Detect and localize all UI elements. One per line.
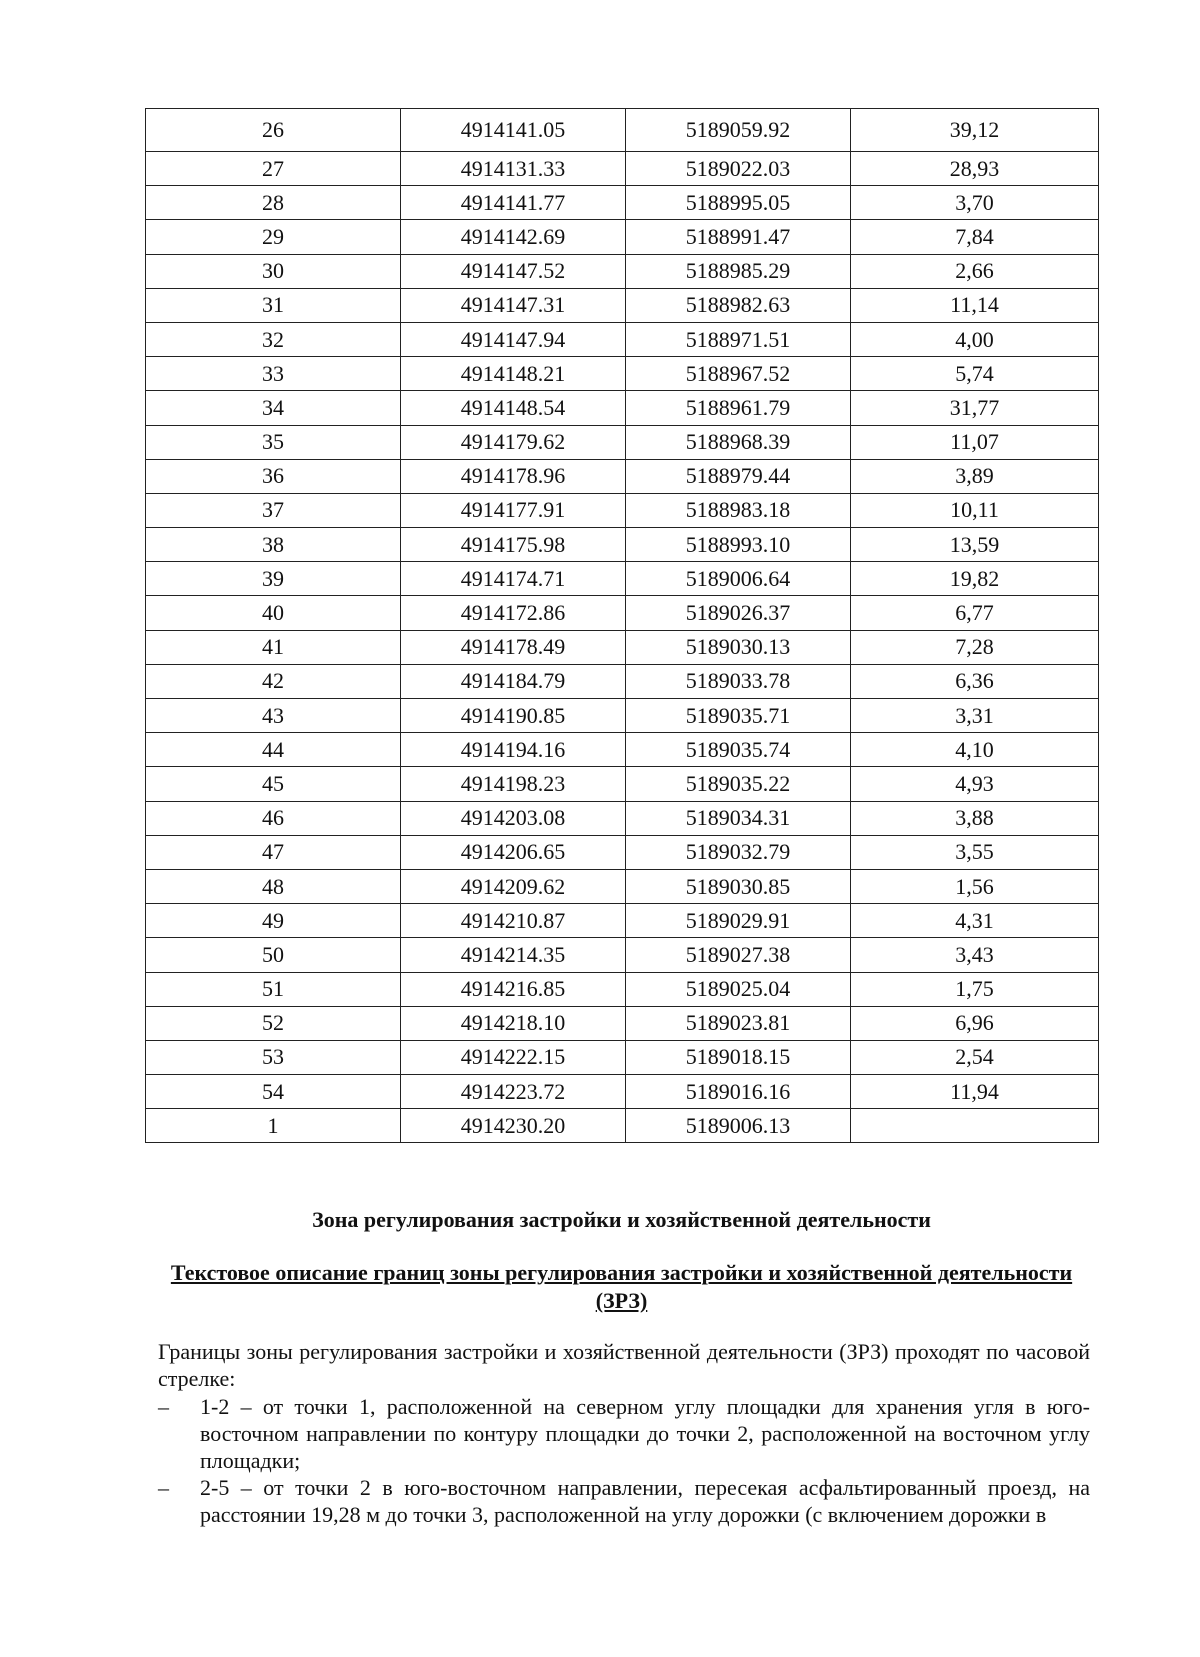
point-number-cell: 30 <box>146 254 401 288</box>
y-coordinate-cell: 5188985.29 <box>626 254 851 288</box>
distance-cell: 7,28 <box>851 630 1099 664</box>
y-coordinate-cell: 5188968.39 <box>626 425 851 459</box>
table-row <box>146 767 1099 801</box>
y-coordinate-cell: 5189027.38 <box>626 938 851 972</box>
table-row <box>146 562 1099 596</box>
coordinates-table <box>145 108 1099 1143</box>
table-row <box>146 630 1099 664</box>
distance-cell: 28,93 <box>851 152 1099 186</box>
table-row <box>146 1075 1099 1109</box>
x-coordinate-cell: 4914178.49 <box>401 630 626 664</box>
y-coordinate-cell: 5188991.47 <box>626 220 851 254</box>
x-coordinate-cell: 4914184.79 <box>401 664 626 698</box>
y-coordinate-cell: 5188961.79 <box>626 391 851 425</box>
list-marker: – <box>158 1394 169 1419</box>
y-coordinate-cell: 5188967.52 <box>626 357 851 391</box>
distance-cell: 3,55 <box>851 835 1099 869</box>
distance-cell: 4,00 <box>851 322 1099 356</box>
point-number-cell: 45 <box>146 767 401 801</box>
table-row <box>146 220 1099 254</box>
y-coordinate-cell: 5189025.04 <box>626 972 851 1006</box>
coordinates-table-body <box>146 109 1099 1143</box>
y-coordinate-cell: 5189023.81 <box>626 1006 851 1040</box>
point-number-cell: 26 <box>146 109 401 152</box>
list-item <box>158 1474 1090 1528</box>
distance-cell: 2,66 <box>851 254 1099 288</box>
y-coordinate-cell: 5189006.13 <box>626 1109 851 1143</box>
distance-cell: 6,77 <box>851 596 1099 630</box>
point-number-cell: 49 <box>146 904 401 938</box>
point-number-cell: 50 <box>146 938 401 972</box>
distance-cell: 4,10 <box>851 733 1099 767</box>
distance-cell: 7,84 <box>851 220 1099 254</box>
point-number-cell: 43 <box>146 699 401 733</box>
distance-cell: 6,36 <box>851 664 1099 698</box>
x-coordinate-cell: 4914172.86 <box>401 596 626 630</box>
x-coordinate-cell: 4914141.05 <box>401 109 626 152</box>
point-number-cell: 29 <box>146 220 401 254</box>
distance-cell: 2,54 <box>851 1040 1099 1074</box>
y-coordinate-cell: 5189059.92 <box>626 109 851 152</box>
x-coordinate-cell: 4914190.85 <box>401 699 626 733</box>
table-row <box>146 152 1099 186</box>
y-coordinate-cell: 5189022.03 <box>626 152 851 186</box>
table-row <box>146 801 1099 835</box>
distance-cell: 4,93 <box>851 767 1099 801</box>
distance-cell: 4,31 <box>851 904 1099 938</box>
x-coordinate-cell: 4914178.96 <box>401 459 626 493</box>
distance-cell: 10,11 <box>851 493 1099 527</box>
y-coordinate-cell: 5188993.10 <box>626 528 851 562</box>
point-number-cell: 53 <box>146 1040 401 1074</box>
distance-cell: 39,12 <box>851 109 1099 152</box>
point-number-cell: 46 <box>146 801 401 835</box>
point-number-cell: 47 <box>146 835 401 869</box>
x-coordinate-cell: 4914230.20 <box>401 1109 626 1143</box>
table-row <box>146 1006 1099 1040</box>
distance-cell: 1,56 <box>851 869 1099 903</box>
table-row <box>146 254 1099 288</box>
distance-cell: 5,74 <box>851 357 1099 391</box>
x-coordinate-cell: 4914147.94 <box>401 322 626 356</box>
x-coordinate-cell: 4914177.91 <box>401 493 626 527</box>
x-coordinate-cell: 4914179.62 <box>401 425 626 459</box>
point-number-cell: 37 <box>146 493 401 527</box>
table-row <box>146 288 1099 322</box>
x-coordinate-cell: 4914194.16 <box>401 733 626 767</box>
y-coordinate-cell: 5189018.15 <box>626 1040 851 1074</box>
x-coordinate-cell: 4914209.62 <box>401 869 626 903</box>
table-row <box>146 357 1099 391</box>
point-number-cell: 40 <box>146 596 401 630</box>
point-number-cell: 39 <box>146 562 401 596</box>
distance-cell: 6,96 <box>851 1006 1099 1040</box>
distance-cell: 1,75 <box>851 972 1099 1006</box>
point-number-cell: 31 <box>146 288 401 322</box>
y-coordinate-cell: 5189006.64 <box>626 562 851 596</box>
point-number-cell: 42 <box>146 664 401 698</box>
x-coordinate-cell: 4914222.15 <box>401 1040 626 1074</box>
x-coordinate-cell: 4914198.23 <box>401 767 626 801</box>
x-coordinate-cell: 4914223.72 <box>401 1075 626 1109</box>
distance-cell: 19,82 <box>851 562 1099 596</box>
x-coordinate-cell: 4914147.52 <box>401 254 626 288</box>
description-title <box>145 1259 1098 1315</box>
boundary-list <box>158 1393 1090 1528</box>
table-row <box>146 493 1099 527</box>
intro-paragraph: Границы зоны регулирования застройки и хозяйственной деятельности (ЗРЗ) проходят по часовой стрелке: <box>158 1339 1090 1391</box>
y-coordinate-cell: 5188971.51 <box>626 322 851 356</box>
table-row <box>146 664 1099 698</box>
point-number-cell: 38 <box>146 528 401 562</box>
distance-cell: 11,94 <box>851 1075 1099 1109</box>
point-number-cell: 36 <box>146 459 401 493</box>
distance-cell: 31,77 <box>851 391 1099 425</box>
y-coordinate-cell: 5188995.05 <box>626 186 851 220</box>
x-coordinate-cell: 4914131.33 <box>401 152 626 186</box>
point-number-cell: 44 <box>146 733 401 767</box>
point-number-cell: 28 <box>146 186 401 220</box>
distance-cell: 3,88 <box>851 801 1099 835</box>
x-coordinate-cell: 4914141.77 <box>401 186 626 220</box>
y-coordinate-cell: 5189026.37 <box>626 596 851 630</box>
table-row <box>146 425 1099 459</box>
list-item-text: 1-2 – от точки 1, расположенной на северном углу площадки для хранения угля в юго-восточном направлении по контуру площадки до точки 2, расположенной на восточном углу площадки; <box>200 1394 1090 1473</box>
table-row <box>146 459 1099 493</box>
table-row <box>146 391 1099 425</box>
y-coordinate-cell: 5188982.63 <box>626 288 851 322</box>
point-number-cell: 41 <box>146 630 401 664</box>
y-coordinate-cell: 5189032.79 <box>626 835 851 869</box>
y-coordinate-cell: 5188983.18 <box>626 493 851 527</box>
x-coordinate-cell: 4914148.54 <box>401 391 626 425</box>
distance-cell: 13,59 <box>851 528 1099 562</box>
list-item <box>158 1393 1090 1474</box>
y-coordinate-cell: 5189030.85 <box>626 869 851 903</box>
distance-cell: 11,14 <box>851 288 1099 322</box>
table-row <box>146 596 1099 630</box>
point-number-cell: 34 <box>146 391 401 425</box>
table-row <box>146 1040 1099 1074</box>
x-coordinate-cell: 4914147.31 <box>401 288 626 322</box>
list-item-text: 2-5 – от точки 2 в юго-восточном направлении, пересекая асфальтированный проезд, на расстоянии 19,28 м до точки 3, расположенной на углу дорожки (с включением дорожки в <box>200 1475 1090 1527</box>
x-coordinate-cell: 4914216.85 <box>401 972 626 1006</box>
x-coordinate-cell: 4914218.10 <box>401 1006 626 1040</box>
y-coordinate-cell: 5189034.31 <box>626 801 851 835</box>
table-row <box>146 322 1099 356</box>
point-number-cell: 35 <box>146 425 401 459</box>
y-coordinate-cell: 5189030.13 <box>626 630 851 664</box>
table-row <box>146 835 1099 869</box>
table-row <box>146 186 1099 220</box>
point-number-cell: 54 <box>146 1075 401 1109</box>
point-number-cell: 27 <box>146 152 401 186</box>
distance-cell: 11,07 <box>851 425 1099 459</box>
table-row <box>146 528 1099 562</box>
x-coordinate-cell: 4914206.65 <box>401 835 626 869</box>
point-number-cell: 1 <box>146 1109 401 1143</box>
point-number-cell: 48 <box>146 869 401 903</box>
table-row <box>146 733 1099 767</box>
y-coordinate-cell: 5188979.44 <box>626 459 851 493</box>
y-coordinate-cell: 5189035.74 <box>626 733 851 767</box>
table-row <box>146 904 1099 938</box>
x-coordinate-cell: 4914214.35 <box>401 938 626 972</box>
list-marker: – <box>158 1475 169 1500</box>
point-number-cell: 33 <box>146 357 401 391</box>
point-number-cell: 32 <box>146 322 401 356</box>
description-title-text: Текстовое описание границ зоны регулирования застройки и хозяйственной деятельности (ЗРЗ) <box>170 1260 1073 1313</box>
x-coordinate-cell: 4914174.71 <box>401 562 626 596</box>
distance-cell: 3,31 <box>851 699 1099 733</box>
table-row <box>146 1109 1099 1143</box>
table-row <box>146 109 1099 152</box>
y-coordinate-cell: 5189033.78 <box>626 664 851 698</box>
table-row <box>146 972 1099 1006</box>
x-coordinate-cell: 4914175.98 <box>401 528 626 562</box>
table-row <box>146 869 1099 903</box>
x-coordinate-cell: 4914148.21 <box>401 357 626 391</box>
distance-cell: 3,43 <box>851 938 1099 972</box>
table-row <box>146 699 1099 733</box>
x-coordinate-cell: 4914210.87 <box>401 904 626 938</box>
table-row <box>146 938 1099 972</box>
x-coordinate-cell: 4914203.08 <box>401 801 626 835</box>
point-number-cell: 51 <box>146 972 401 1006</box>
point-number-cell: 52 <box>146 1006 401 1040</box>
distance-cell: 3,70 <box>851 186 1099 220</box>
y-coordinate-cell: 5189035.22 <box>626 767 851 801</box>
y-coordinate-cell: 5189016.16 <box>626 1075 851 1109</box>
distance-cell <box>851 1109 1099 1143</box>
x-coordinate-cell: 4914142.69 <box>401 220 626 254</box>
zone-title: Зона регулирования застройки и хозяйственной деятельности <box>312 1207 931 1232</box>
distance-cell: 3,89 <box>851 459 1099 493</box>
y-coordinate-cell: 5189035.71 <box>626 699 851 733</box>
y-coordinate-cell: 5189029.91 <box>626 904 851 938</box>
